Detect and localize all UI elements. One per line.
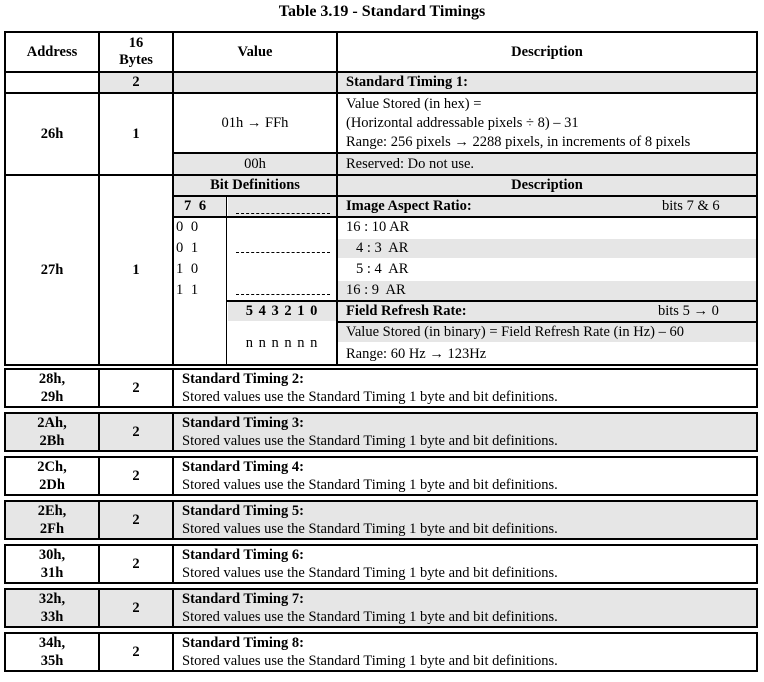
- aspect-code-11: 1 1: [176, 282, 201, 298]
- timing-label: Standard Timing 4:: [182, 459, 304, 475]
- refresh-nnnnnn: n n n n n n: [245, 335, 319, 351]
- timing-label: Standard Timing 8:: [182, 635, 304, 651]
- bits-76-pad: [228, 197, 336, 216]
- addr-27h: 27h: [40, 261, 64, 278]
- timing-address-1: 34h,: [38, 635, 66, 651]
- grid-line: [226, 197, 227, 364]
- grid-line: [98, 92, 758, 94]
- timing-description: Stored values use the Standard Timing 1 byte and bit definitions.: [182, 565, 558, 581]
- header-description: Description: [511, 43, 583, 60]
- timing-bytes: 2: [132, 467, 140, 484]
- bits-50: 5 4 3 2 1 0: [228, 302, 336, 321]
- timing-row: [4, 368, 758, 408]
- timing-address-2: 2Dh: [39, 477, 65, 493]
- bytes-27h: 1: [132, 261, 140, 278]
- timing-desc: [174, 634, 756, 670]
- timing-description: Stored values use the Standard Timing 1 byte and bit definitions.: [182, 653, 558, 669]
- timing-address-1: 2Ah,: [37, 415, 67, 431]
- timing-description: Stored values use the Standard Timing 1 byte and bit definitions.: [182, 477, 558, 493]
- timing-desc: [174, 458, 756, 494]
- other-timings: [4, 368, 758, 678]
- aspect-code-10: 1 0: [176, 261, 201, 277]
- st1-bytes: 2: [100, 73, 172, 92]
- aspect-dash-area: [228, 218, 336, 300]
- timing-bytes: 2: [132, 599, 140, 616]
- bitdef-desc-header: Description: [338, 176, 756, 195]
- aspect-ratio-10: 5 : 4 AR: [356, 261, 409, 277]
- timing-address-1: 2Eh,: [37, 503, 67, 519]
- timing-row: [4, 588, 758, 628]
- grid-line: [4, 174, 758, 176]
- desc-26h: [338, 94, 756, 152]
- timing-address-2: 29h: [40, 389, 64, 405]
- grid-line: [172, 216, 758, 218]
- timing-label: Standard Timing 6:: [182, 547, 304, 563]
- timing-bytes: 2: [132, 555, 140, 572]
- grid-line: [4, 364, 758, 366]
- grid-line: [336, 31, 338, 366]
- timing-desc: [174, 546, 756, 582]
- header-bytes: 16 Bytes: [119, 35, 153, 68]
- bytes-26h: 1: [132, 125, 140, 142]
- timing-bytes: 2: [132, 511, 140, 528]
- addr-26h: 26h: [40, 125, 64, 142]
- bitdef-header: Bit Definitions: [174, 176, 336, 195]
- grid-line: [98, 31, 100, 366]
- header-address: Address: [26, 43, 78, 60]
- desc-26h-line1: Value Stored (in hex) =: [346, 95, 482, 112]
- timing-label: Standard Timing 2:: [182, 371, 304, 387]
- reserved-desc: Reserved: Do not use.: [338, 154, 756, 174]
- grid-line: [172, 152, 758, 154]
- aspect-ratio-00: 16 : 10 AR: [346, 219, 410, 235]
- table-title: Table 3.19 - Standard Timings: [278, 3, 486, 20]
- timing-desc: [174, 502, 756, 538]
- refresh-desc-1: Value Stored (in binary) = Field Refresh Rate (in Hz) – 60: [338, 323, 756, 342]
- timing-address: [6, 590, 98, 626]
- timing-label: Standard Timing 5:: [182, 503, 304, 519]
- reserved-value: 00h: [174, 154, 336, 174]
- timing-address: [6, 370, 98, 406]
- grid-line: [172, 195, 758, 197]
- dashed-line: [236, 213, 330, 214]
- st1-label: Standard Timing 1:: [338, 73, 756, 92]
- refresh-desc-2: Range: 60 Hz → 123Hz: [346, 345, 487, 362]
- header-value: Value: [237, 43, 273, 60]
- st1-addr-blank: [6, 73, 98, 92]
- timing-label: Standard Timing 3:: [182, 415, 304, 431]
- timing-address-1: 28h,: [38, 371, 66, 387]
- aspect-ratio-01: 4 : 3 AR: [338, 239, 756, 258]
- timing-address-2: 2Bh: [39, 433, 65, 449]
- timing-label: Standard Timing 7:: [182, 591, 304, 607]
- timing-address-1: 2Ch,: [37, 459, 67, 475]
- timing-address: [6, 458, 98, 494]
- timing-address: [6, 414, 98, 450]
- timing-desc: [174, 414, 756, 450]
- timing-description: Stored values use the Standard Timing 1 byte and bit definitions.: [182, 433, 558, 449]
- aspect-bits: bits 7 & 6: [662, 198, 720, 214]
- refresh-bits: bits 5 → 0: [658, 303, 719, 319]
- timing-row: [4, 500, 758, 540]
- timing-address-2: 33h: [40, 609, 64, 625]
- timing-desc: [174, 370, 756, 406]
- aspect-ratio-11: 16 : 9 AR: [338, 281, 756, 300]
- timing-description: Stored values use the Standard Timing 1 byte and bit definitions.: [182, 609, 558, 625]
- timing-description: Stored values use the Standard Timing 1 byte and bit definitions.: [182, 521, 558, 537]
- timing-row: [4, 544, 758, 584]
- timing-bytes: 2: [132, 423, 140, 440]
- desc-26h-line3: Range: 256 pixels → 2288 pixels, in increments of 8 pixels: [346, 133, 691, 150]
- dashed-line: [236, 252, 330, 253]
- grid-line: [4, 31, 758, 33]
- timing-row: [4, 412, 758, 452]
- timing-address-2: 35h: [40, 653, 64, 669]
- grid-line: [4, 31, 6, 366]
- timing-row: [4, 632, 758, 672]
- timing-address-1: 32h,: [38, 591, 66, 607]
- bits-76: 7 6: [174, 197, 226, 216]
- grid-line: [172, 31, 174, 366]
- timing-address: [6, 546, 98, 582]
- desc-26h-line2: (Horizontal addressable pixels ÷ 8) – 31: [346, 114, 579, 131]
- timing-bytes: 2: [132, 379, 140, 396]
- st1-value-blank: [174, 73, 336, 92]
- aspect-code-01: 0 1: [176, 240, 201, 256]
- timing-address: [6, 502, 98, 538]
- timing-address-2: 2Fh: [39, 521, 65, 537]
- timing-description: Stored values use the Standard Timing 1 byte and bit definitions.: [182, 389, 558, 405]
- grid-line: [756, 31, 758, 366]
- timing-row: [4, 456, 758, 496]
- timing-address: [6, 634, 98, 670]
- grid-line: [4, 71, 758, 73]
- timing-bytes: 2: [132, 643, 140, 660]
- aspect-code-00: 0 0: [176, 219, 201, 235]
- dashed-line: [236, 294, 330, 295]
- timing-address-1: 30h,: [38, 547, 66, 563]
- grid-line: [226, 300, 758, 302]
- timing-address-2: 31h: [40, 565, 64, 581]
- refresh-label: Field Refresh Rate:: [338, 302, 756, 321]
- timing-desc: [174, 590, 756, 626]
- aspect-label: Image Aspect Ratio:: [338, 197, 756, 216]
- grid-line: [4, 92, 98, 94]
- refresh-blank: [174, 302, 226, 364]
- grid-line: [338, 321, 758, 323]
- value-range-26h: 01h → FFh: [221, 114, 289, 131]
